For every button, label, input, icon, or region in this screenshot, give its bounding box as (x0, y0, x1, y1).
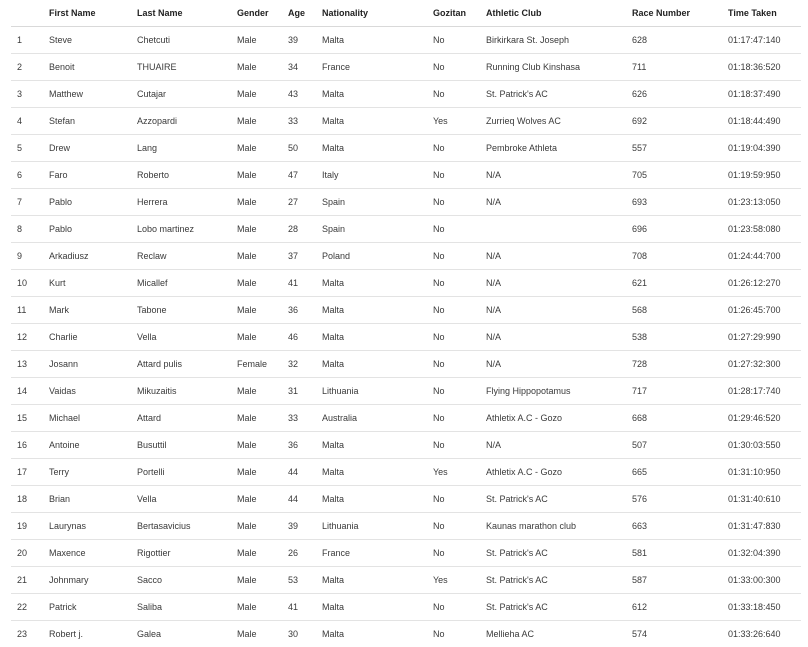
table-row (11, 27, 801, 54)
cell-age: 44 (282, 486, 316, 513)
cell-row-number: 9 (11, 243, 43, 270)
cell-gender: Male (231, 513, 282, 540)
cell-row-number: 1 (11, 27, 43, 54)
cell-race-number: 705 (626, 162, 722, 189)
cell-first-name: Steve (43, 27, 131, 54)
cell-gender: Male (231, 540, 282, 567)
cell-last-name: Rigottier (131, 540, 231, 567)
cell-athletic-club: N/A (480, 324, 626, 351)
cell-gozitan: Yes (427, 459, 480, 486)
cell-athletic-club: Mellieha AC (486, 629, 535, 639)
cell-first-name: Patrick (43, 594, 131, 621)
cell-athletic-club: N/A (480, 270, 626, 297)
cell-athletic-club: N/A (480, 351, 626, 378)
cell-last-name: Azzopardi (131, 108, 231, 135)
cell-time-taken: 01:32:04:390 (722, 540, 801, 567)
cell-time-taken: 01:28:17:740 (722, 378, 801, 405)
cell-race-number: 612 (626, 594, 722, 621)
cell-last-name: Portelli (131, 459, 231, 486)
cell-race-number: 665 (626, 459, 722, 486)
cell-gender: Female (231, 351, 282, 378)
cell-first-name: Robert j. (49, 629, 84, 639)
cell-race-number: 696 (626, 216, 722, 243)
cell-gozitan: No (427, 216, 480, 243)
cell-last-name: Sacco (131, 567, 231, 594)
cell-nationality: Lithuania (316, 378, 427, 405)
table-row (11, 351, 801, 378)
cell-nationality: Malta (316, 567, 427, 594)
cell-athletic-club: St. Patrick's AC (480, 81, 626, 108)
cell-gender: Male (231, 54, 282, 81)
table-row (11, 243, 801, 270)
cell-athletic-club: N/A (480, 297, 626, 324)
cell-time-taken: 01:33:00:300 (722, 567, 801, 594)
cell-first-name: Pablo (43, 216, 131, 243)
cell-gozitan: Yes (427, 108, 480, 135)
cell-gozitan: No (427, 243, 480, 270)
cell-athletic-club: N/A (480, 243, 626, 270)
cell-age: 39 (282, 513, 316, 540)
cell-race-number: 568 (626, 297, 722, 324)
cell-row-number: 20 (11, 540, 43, 567)
cell-age: 36 (282, 432, 316, 459)
cell-row-number: 13 (11, 351, 43, 378)
cell-age: 28 (282, 216, 316, 243)
table-row (11, 432, 801, 459)
cell-time-taken: 01:33:18:450 (722, 594, 801, 621)
cell-nationality: France (316, 54, 427, 81)
cell-row-number: 19 (11, 513, 43, 540)
cell-gozitan: No (427, 378, 480, 405)
table-row (11, 81, 801, 108)
cell-gender: Male (231, 324, 282, 351)
cell-race-number: 628 (626, 27, 722, 54)
cell-race-number: 621 (626, 270, 722, 297)
cell-row-number: 3 (11, 81, 43, 108)
cell-gozitan: No (427, 270, 480, 297)
cell-gender: Male (231, 405, 282, 432)
cell-athletic-club: St. Patrick's AC (480, 540, 626, 567)
cell-race-number: 557 (626, 135, 722, 162)
results-table (11, 0, 801, 647)
table-row (11, 297, 801, 324)
cell-first-name: Terry (43, 459, 131, 486)
cell-first-name: Johnmary (43, 567, 131, 594)
cell-row-number: 2 (11, 54, 43, 81)
cell-nationality: Malta (316, 270, 427, 297)
cell-time-taken: 01:26:45:700 (722, 297, 801, 324)
cell-age: 41 (282, 270, 316, 297)
cell-nationality: Spain (316, 216, 427, 243)
cell-athletic-club: St. Patrick's AC (480, 594, 626, 621)
cell-age: 27 (282, 189, 316, 216)
table-body (11, 27, 801, 647)
cell-athletic-club: Running Club Kinshasa (480, 54, 626, 81)
cell-time-taken: 01:31:47:830 (722, 513, 801, 540)
cell-last-name: Roberto (131, 162, 231, 189)
cell-time-taken: 01:26:12:270 (722, 270, 801, 297)
cell-row-number: 11 (11, 297, 43, 324)
cell-gender: Male (231, 297, 282, 324)
cell-gender: Male (231, 27, 282, 54)
cell-gender: Male (231, 135, 282, 162)
cell-gozitan: Yes (427, 567, 480, 594)
cell-last-name: Attard (131, 405, 231, 432)
cell-first-name: Matthew (43, 81, 131, 108)
cell-race-number: 587 (626, 567, 722, 594)
cell-last-name: Reclaw (131, 243, 231, 270)
cell-nationality: Malta (316, 594, 427, 621)
cell-age: 53 (282, 567, 316, 594)
table-row (11, 54, 801, 81)
table-row (11, 108, 801, 135)
cell-time-taken: 01:19:04:390 (722, 135, 801, 162)
cell-nationality: Malta (322, 629, 345, 639)
cell-gozitan: No (427, 189, 480, 216)
cell-athletic-club: Pembroke Athleta (480, 135, 626, 162)
cell-age: 46 (282, 324, 316, 351)
cell-age: 50 (282, 135, 316, 162)
cell-time-taken: 01:33:26:640 (728, 629, 781, 639)
cell-nationality: France (316, 540, 427, 567)
cell-last-name: Attard pulis (131, 351, 231, 378)
cell-first-name: Antoine (43, 432, 131, 459)
cell-first-name: Josann (43, 351, 131, 378)
cell-race-number: 693 (626, 189, 722, 216)
cell-age: 36 (282, 297, 316, 324)
cell-last-name: Cutajar (131, 81, 231, 108)
cell-row-number: 12 (11, 324, 43, 351)
cell-age: 43 (282, 81, 316, 108)
cell-athletic-club: Flying Hippopotamus (480, 378, 626, 405)
cell-nationality: Malta (316, 297, 427, 324)
table-row (11, 594, 801, 621)
cell-row-number: 7 (11, 189, 43, 216)
cell-gender: Male (231, 378, 282, 405)
table-row (11, 216, 801, 243)
table-row (11, 459, 801, 486)
cell-gender: Male (231, 243, 282, 270)
cell-first-name: Michael (43, 405, 131, 432)
cell-race-number: 728 (626, 351, 722, 378)
cell-age: 44 (282, 459, 316, 486)
cell-gozitan: No (427, 162, 480, 189)
cell-age: 30 (288, 629, 299, 639)
cell-age: 26 (282, 540, 316, 567)
table-row (11, 378, 801, 405)
cell-last-name: Mikuzaitis (131, 378, 231, 405)
cell-gozitan: No (427, 405, 480, 432)
cell-nationality: Malta (316, 81, 427, 108)
cell-nationality: Lithuania (316, 513, 427, 540)
column-header-race-number: Race Number (626, 0, 722, 27)
cell-gozitan: No (433, 629, 445, 639)
cell-race-number: 663 (626, 513, 722, 540)
cell-first-name: Vaidas (43, 378, 131, 405)
column-header-gozitan: Gozitan (427, 0, 480, 27)
cell-row-number: 14 (11, 378, 43, 405)
cell-row-number: 23 (17, 629, 28, 639)
cell-athletic-club: Birkirkara St. Joseph (480, 27, 626, 54)
cell-age: 32 (282, 351, 316, 378)
cell-first-name: Kurt (43, 270, 131, 297)
cell-time-taken: 01:23:58:080 (722, 216, 801, 243)
cell-race-number: 668 (626, 405, 722, 432)
column-header-row-number (11, 0, 43, 27)
cell-time-taken: 01:31:40:610 (722, 486, 801, 513)
cell-gozitan: No (427, 324, 480, 351)
cell-time-taken: 01:24:44:700 (722, 243, 801, 270)
cell-athletic-club: Athletix A.C - Gozo (480, 405, 626, 432)
cell-first-name: Faro (43, 162, 131, 189)
cell-athletic-club: Kaunas marathon club (480, 513, 626, 540)
cell-athletic-club: St. Patrick's AC (480, 486, 626, 513)
cell-athletic-club: N/A (480, 189, 626, 216)
cell-last-name: Busuttil (131, 432, 231, 459)
cell-gozitan: No (427, 486, 480, 513)
cell-last-name: Micallef (131, 270, 231, 297)
column-header-last-name: Last Name (131, 0, 231, 27)
cell-race-number: 576 (626, 486, 722, 513)
cell-gozitan: No (427, 351, 480, 378)
cell-row-number: 15 (11, 405, 43, 432)
table-row (11, 270, 801, 297)
table-row (11, 567, 801, 594)
cell-race-number: 581 (626, 540, 722, 567)
table-row (11, 513, 801, 540)
cell-age: 31 (282, 378, 316, 405)
table-row (11, 189, 801, 216)
cell-row-number: 17 (11, 459, 43, 486)
cell-first-name: Pablo (43, 189, 131, 216)
cell-row-number: 6 (11, 162, 43, 189)
cell-gozitan: No (427, 81, 480, 108)
cell-gender: Male (231, 459, 282, 486)
cell-nationality: Australia (316, 405, 427, 432)
cell-gozitan: No (427, 432, 480, 459)
cell-last-name: Vella (131, 486, 231, 513)
cell-age: 33 (282, 108, 316, 135)
cell-athletic-club: St. Patrick's AC (480, 567, 626, 594)
column-header-age: Age (282, 0, 316, 27)
cell-gender: Male (231, 270, 282, 297)
cell-last-name: Vella (131, 324, 231, 351)
cell-age: 47 (282, 162, 316, 189)
cell-time-taken: 01:18:37:490 (722, 81, 801, 108)
cell-time-taken: 01:17:47:140 (722, 27, 801, 54)
cell-row-number: 10 (11, 270, 43, 297)
cell-race-number: 574 (632, 629, 648, 639)
table-row (11, 405, 801, 432)
table-row (11, 486, 801, 513)
cell-row-number: 5 (11, 135, 43, 162)
cell-row-number: 22 (11, 594, 43, 621)
cell-age: 33 (282, 405, 316, 432)
cell-first-name: Benoit (43, 54, 131, 81)
table-row (11, 540, 801, 567)
cell-gender: Male (231, 189, 282, 216)
cell-gozitan: No (427, 540, 480, 567)
cell-last-name: Lang (131, 135, 231, 162)
cell-last-name: Bertasavicius (131, 513, 231, 540)
cell-time-taken: 01:18:44:490 (722, 108, 801, 135)
cell-athletic-club: Athletix A.C - Gozo (480, 459, 626, 486)
cell-first-name: Drew (43, 135, 131, 162)
cell-nationality: Poland (316, 243, 427, 270)
cell-gozitan: No (427, 27, 480, 54)
cell-nationality: Malta (316, 459, 427, 486)
cell-first-name: Mark (43, 297, 131, 324)
cell-time-taken: 01:23:13:050 (722, 189, 801, 216)
cell-age: 39 (282, 27, 316, 54)
cell-time-taken: 01:30:03:550 (722, 432, 801, 459)
cell-time-taken: 01:29:46:520 (722, 405, 801, 432)
cell-first-name: Arkadiusz (43, 243, 131, 270)
cell-athletic-club (480, 216, 626, 243)
cell-row-number: 4 (11, 108, 43, 135)
cell-gender: Male (237, 629, 257, 639)
column-header-nationality: Nationality (316, 0, 427, 27)
table-row (11, 621, 801, 647)
cell-first-name: Stefan (43, 108, 131, 135)
cell-race-number: 692 (626, 108, 722, 135)
cell-last-name: THUAIRE (131, 54, 231, 81)
cell-first-name: Maxence (43, 540, 131, 567)
column-header-time-taken: Time Taken (722, 0, 801, 27)
cell-nationality: Malta (316, 27, 427, 54)
cell-row-number: 18 (11, 486, 43, 513)
cell-age: 41 (282, 594, 316, 621)
cell-first-name: Laurynas (43, 513, 131, 540)
cell-last-name: Tabone (131, 297, 231, 324)
cell-gozitan: No (427, 594, 480, 621)
table-row (11, 135, 801, 162)
cell-last-name: Herrera (131, 189, 231, 216)
table-header-row (11, 0, 801, 27)
cell-gender: Male (231, 432, 282, 459)
cell-row-number: 16 (11, 432, 43, 459)
cell-gender: Male (231, 162, 282, 189)
cell-race-number: 538 (626, 324, 722, 351)
cell-age: 37 (282, 243, 316, 270)
cell-athletic-club: N/A (480, 162, 626, 189)
cell-age: 34 (282, 54, 316, 81)
cell-athletic-club: Zurrieq Wolves AC (480, 108, 626, 135)
cell-nationality: Malta (316, 351, 427, 378)
column-header-first-name: First Name (43, 0, 131, 27)
column-header-gender: Gender (231, 0, 282, 27)
cell-gender: Male (231, 216, 282, 243)
cell-gender: Male (231, 594, 282, 621)
table-row (11, 162, 801, 189)
cell-race-number: 708 (626, 243, 722, 270)
cell-gozitan: No (427, 513, 480, 540)
cell-race-number: 717 (626, 378, 722, 405)
cell-gender: Male (231, 108, 282, 135)
cell-gozitan: No (427, 54, 480, 81)
cell-last-name: Saliba (131, 594, 231, 621)
cell-gozitan: No (427, 297, 480, 324)
cell-nationality: Italy (316, 162, 427, 189)
cell-nationality: Malta (316, 432, 427, 459)
cell-time-taken: 01:19:59:950 (722, 162, 801, 189)
cell-nationality: Malta (316, 135, 427, 162)
cell-time-taken: 01:27:29:990 (722, 324, 801, 351)
cell-race-number: 626 (626, 81, 722, 108)
cell-first-name: Brian (43, 486, 131, 513)
cell-gender: Male (231, 81, 282, 108)
cell-race-number: 507 (626, 432, 722, 459)
cell-time-taken: 01:31:10:950 (722, 459, 801, 486)
cell-gender: Male (231, 567, 282, 594)
cell-time-taken: 01:18:36:520 (722, 54, 801, 81)
cell-last-name: Chetcuti (131, 27, 231, 54)
cell-race-number: 711 (626, 54, 722, 81)
cell-nationality: Spain (316, 189, 427, 216)
cell-first-name: Charlie (43, 324, 131, 351)
table-row (11, 324, 801, 351)
column-header-athletic-club: Athletic Club (480, 0, 626, 27)
cell-nationality: Malta (316, 486, 427, 513)
cell-gender: Male (231, 486, 282, 513)
cell-nationality: Malta (316, 324, 427, 351)
cell-gozitan: No (427, 135, 480, 162)
cell-athletic-club: N/A (480, 432, 626, 459)
cell-nationality: Malta (316, 108, 427, 135)
cell-row-number: 8 (11, 216, 43, 243)
cell-row-number: 21 (11, 567, 43, 594)
cell-last-name: Lobo martinez (131, 216, 231, 243)
cell-time-taken: 01:27:32:300 (722, 351, 801, 378)
cell-last-name: Galea (137, 629, 162, 639)
